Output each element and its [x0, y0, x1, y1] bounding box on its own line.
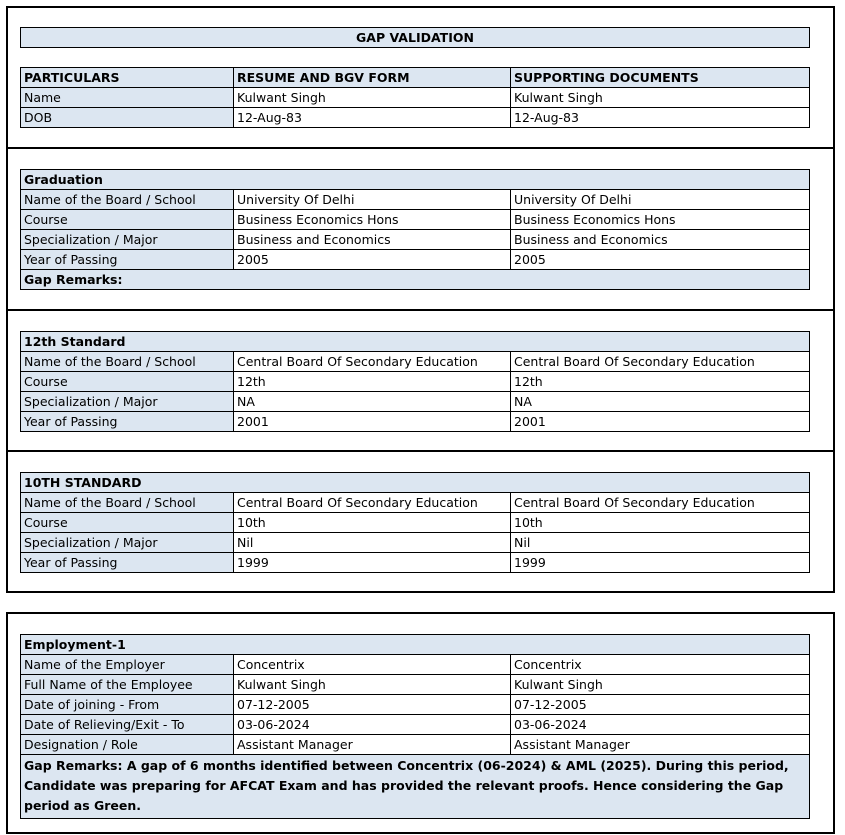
- resume-value: Concentrix: [234, 655, 511, 675]
- docs-value: 07-12-2005: [511, 695, 810, 715]
- row-label: Specialization / Major: [21, 533, 234, 553]
- header-row: [21, 68, 810, 88]
- header-docs: SUPPORTING DOCUMENTS: [511, 68, 810, 88]
- table-row: [21, 190, 810, 210]
- twelfth-heading: 12th Standard: [21, 332, 810, 352]
- table-row: [21, 250, 810, 270]
- docs-value: Business and Economics: [511, 230, 810, 250]
- twelfth-table: [20, 331, 810, 432]
- resume-value: Central Board Of Secondary Education: [234, 352, 511, 372]
- docs-value: 12-Aug-83: [511, 108, 810, 128]
- resume-value: Business and Economics: [234, 230, 511, 250]
- table-row: [21, 715, 810, 735]
- resume-value: Kulwant Singh: [234, 675, 511, 695]
- header-resume: RESUME AND BGV FORM: [234, 68, 511, 88]
- docs-value: 2001: [511, 412, 810, 432]
- resume-value: 12-Aug-83: [234, 108, 511, 128]
- row-label: Specialization / Major: [21, 230, 234, 250]
- employment-table: [20, 634, 810, 819]
- resume-value: 03-06-2024: [234, 715, 511, 735]
- page-title: GAP VALIDATION: [21, 28, 810, 48]
- table-row: [21, 655, 810, 675]
- resume-value: Central Board Of Secondary Education: [234, 493, 511, 513]
- docs-value: Central Board Of Secondary Education: [511, 352, 810, 372]
- resume-value: 2005: [234, 250, 511, 270]
- docs-value: 10th: [511, 513, 810, 533]
- graduation-heading: Graduation: [21, 170, 810, 190]
- spacer: [21, 48, 810, 68]
- docs-value: 2005: [511, 250, 810, 270]
- docs-value: 1999: [511, 553, 810, 573]
- docs-value: Business Economics Hons: [511, 210, 810, 230]
- docs-value: Central Board Of Secondary Education: [511, 493, 810, 513]
- resume-value: Nil: [234, 533, 511, 553]
- row-label: Name of the Employer: [21, 655, 234, 675]
- docs-value: NA: [511, 392, 810, 412]
- employment-gap-remarks: Gap Remarks: A gap of 6 months identified between Concentrix (06-2024) & AML (2025). During this period, Candidate was preparing for AFCAT Exam and has provided the relevant proofs. Hence considering the Gap period as Green.: [21, 755, 810, 819]
- row-label: Date of Relieving/Exit - To: [21, 715, 234, 735]
- resume-value: University Of Delhi: [234, 190, 511, 210]
- table-row: [21, 108, 810, 128]
- resume-value: Assistant Manager: [234, 735, 511, 755]
- resume-value: 10th: [234, 513, 511, 533]
- docs-value: 12th: [511, 372, 810, 392]
- table-row: [21, 392, 810, 412]
- resume-value: 2001: [234, 412, 511, 432]
- row-label: Specialization / Major: [21, 392, 234, 412]
- table-row: [21, 493, 810, 513]
- table-row: [21, 88, 810, 108]
- header-particulars: PARTICULARS: [21, 68, 234, 88]
- row-label: Designation / Role: [21, 735, 234, 755]
- row-label: Name: [21, 88, 234, 108]
- docs-value: Kulwant Singh: [511, 675, 810, 695]
- row-label: Name of the Board / School: [21, 190, 234, 210]
- table-row: [21, 412, 810, 432]
- row-label: Course: [21, 210, 234, 230]
- row-label: Year of Passing: [21, 553, 234, 573]
- docs-value: Kulwant Singh: [511, 88, 810, 108]
- row-label: DOB: [21, 108, 234, 128]
- table-row: [21, 210, 810, 230]
- table-row: [21, 533, 810, 553]
- row-label: Course: [21, 513, 234, 533]
- resume-value: 07-12-2005: [234, 695, 511, 715]
- table-row: [21, 372, 810, 392]
- row-label: Name of the Board / School: [21, 493, 234, 513]
- docs-value: 03-06-2024: [511, 715, 810, 735]
- docs-value: Assistant Manager: [511, 735, 810, 755]
- graduation-table: [20, 169, 810, 290]
- row-label: Year of Passing: [21, 412, 234, 432]
- resume-value: 1999: [234, 553, 511, 573]
- table-row: [21, 695, 810, 715]
- row-label: Year of Passing: [21, 250, 234, 270]
- row-label: Date of joining - From: [21, 695, 234, 715]
- table-row: [21, 230, 810, 250]
- row-label: Course: [21, 372, 234, 392]
- table-row: [21, 513, 810, 533]
- table-row: [21, 735, 810, 755]
- docs-value: Nil: [511, 533, 810, 553]
- tenth-heading: 10TH STANDARD: [21, 473, 810, 493]
- resume-value: Business Economics Hons: [234, 210, 511, 230]
- table-row: [21, 675, 810, 695]
- row-label: Full Name of the Employee: [21, 675, 234, 695]
- docs-value: University Of Delhi: [511, 190, 810, 210]
- table-row: [21, 352, 810, 372]
- tenth-table: [20, 472, 810, 573]
- resume-value: 12th: [234, 372, 511, 392]
- row-label: Name of the Board / School: [21, 352, 234, 372]
- employment-heading: Employment-1: [21, 635, 810, 655]
- gap-validation-table: [20, 27, 810, 128]
- resume-value: NA: [234, 392, 511, 412]
- docs-value: Concentrix: [511, 655, 810, 675]
- graduation-gap-remarks: Gap Remarks:: [21, 270, 810, 290]
- resume-value: Kulwant Singh: [234, 88, 511, 108]
- table-row: [21, 553, 810, 573]
